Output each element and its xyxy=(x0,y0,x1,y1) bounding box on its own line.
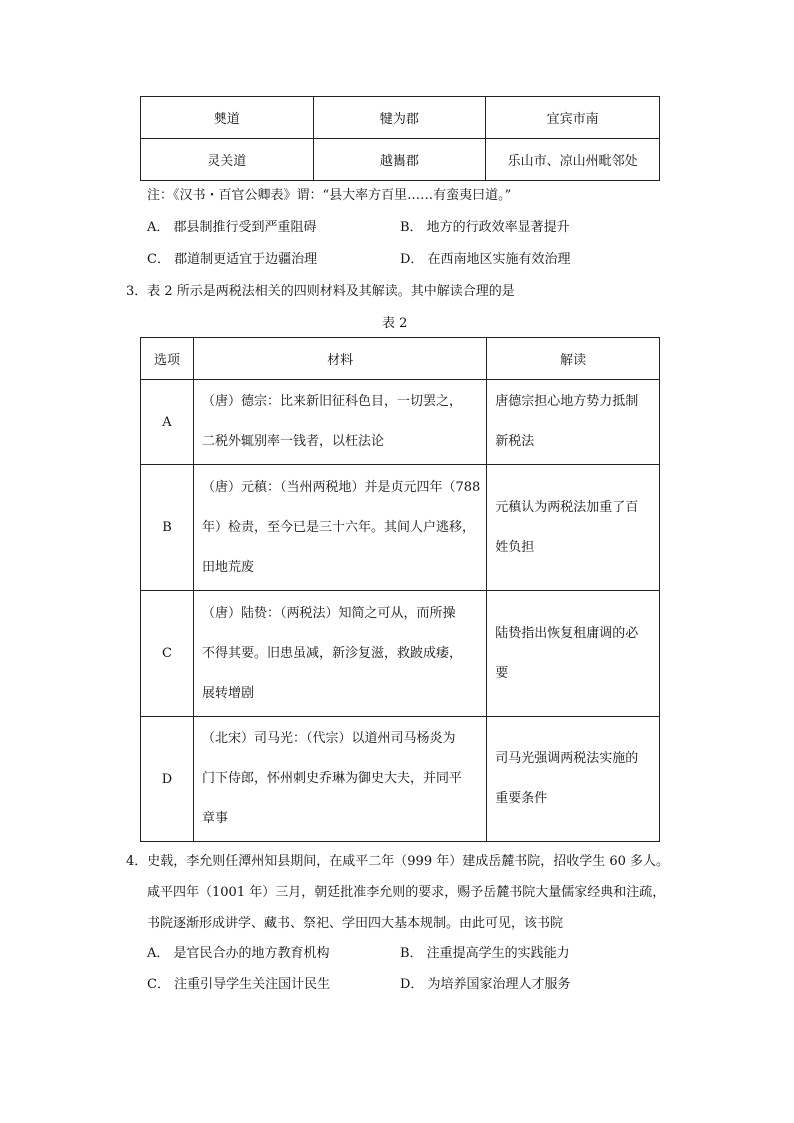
table-2 xyxy=(140,337,660,842)
material-line: 年）检责，至今已是三十六年。其间人户逃移， xyxy=(201,519,475,535)
q2-option-d[interactable]: D． 在西南地区实施有效治理 xyxy=(400,252,571,267)
table-row xyxy=(141,97,660,139)
table-1 xyxy=(140,96,660,181)
q4-option-d[interactable]: D． 为培养国家治理人才服务 xyxy=(400,977,571,992)
q4-stem-line-1: 4．史载，李允则任潭州知县期间，在咸平二年（999 年）建成岳麓书院，招收学生 60 多人。 xyxy=(126,854,670,869)
reading-cell xyxy=(487,717,660,842)
table-2-title: 表 2 xyxy=(382,316,408,331)
q2-option-a[interactable]: A． 郡县制推行受到严重阻碍 xyxy=(147,220,317,235)
table-row xyxy=(141,717,660,842)
reading-cell xyxy=(487,465,660,591)
table-row xyxy=(141,139,660,181)
material-line: 展转增剧 xyxy=(201,685,254,701)
reading-line: 元稹认为两税法加重了百 xyxy=(495,499,639,515)
reading-line: 姓负担 xyxy=(495,539,535,555)
reading-line: 陆贽指出恢复租庸调的必 xyxy=(495,625,639,641)
material-line: 二税外辄别率一钱者，以枉法论 xyxy=(201,434,384,449)
option-cell: A xyxy=(141,380,194,465)
material-cell xyxy=(193,465,486,591)
table-cell: 乐山市、凉山州毗邻处 xyxy=(486,139,660,181)
table-cell: 灵关道 xyxy=(141,139,314,181)
q3-stem: 3．表 2 所示是两税法相关的四则材料及其解读。其中解读合理的是 xyxy=(126,284,515,299)
table-cell: 宜宾市南 xyxy=(486,97,660,139)
reading-line: 司马光强调两税法实施的 xyxy=(495,751,639,766)
reading-line: 要 xyxy=(495,665,509,681)
material-line: （唐）德宗：比来新旧征科色目，一切罢之， xyxy=(201,394,462,409)
table-row xyxy=(141,465,660,591)
q4-option-b[interactable]: B． 注重提高学生的实践能力 xyxy=(400,946,570,961)
material-line: （唐）元稹：（当州两税地）并是贞元四年（788 xyxy=(201,479,481,495)
q2-option-c[interactable]: C． 郡道制更适宜于边疆治理 xyxy=(147,252,318,267)
option-cell: C xyxy=(141,591,194,717)
table-row xyxy=(141,380,660,465)
table-cell: 犍为郡 xyxy=(313,97,486,139)
material-cell xyxy=(193,591,486,717)
q4-option-a[interactable]: A． 是官民合办的地方教育机构 xyxy=(147,946,330,961)
option-cell: D xyxy=(141,717,194,842)
column-header-material: 材料 xyxy=(193,338,486,380)
table-note: 注：《汉书・百官公卿表》谓：“县大率方百里……有蛮夷曰道。” xyxy=(147,188,512,203)
material-cell xyxy=(193,717,486,842)
table-row xyxy=(141,591,660,717)
table-header-row xyxy=(141,338,660,380)
material-cell xyxy=(193,380,486,465)
material-line: 不得其要。旧患虽减，新沴复滋，救跛成痿， xyxy=(201,645,462,661)
q4-option-c[interactable]: C． 注重引导学生关注国计民生 xyxy=(147,977,331,992)
column-header-reading: 解读 xyxy=(487,338,660,380)
column-header-option: 选项 xyxy=(141,338,194,380)
reading-line: 新税法 xyxy=(495,434,535,449)
material-line: 门下侍郎，怀州刺史乔琳为御史大夫，并同平 xyxy=(201,771,462,786)
reading-line: 唐德宗担心地方势力抵制 xyxy=(495,394,639,409)
q2-option-b[interactable]: B． 地方的行政效率显著提升 xyxy=(400,220,570,235)
table-cell: 僰道 xyxy=(141,97,314,139)
reading-line: 重要条件 xyxy=(495,791,548,806)
reading-cell xyxy=(487,380,660,465)
material-line: 田地荒废 xyxy=(201,559,254,575)
material-line: （北宋）司马光：（代宗）以道州司马杨炎为 xyxy=(201,731,456,746)
q4-stem-line-3: 书院逐渐形成讲学、藏书、祭祀、学田四大基本规制。由此可见，该书院 xyxy=(147,916,564,931)
material-line: （唐）陆贽：（两税法）知简之可从，而所操 xyxy=(201,605,456,621)
option-cell: B xyxy=(141,465,194,591)
material-line: 章事 xyxy=(201,811,228,826)
q4-stem-line-2: 咸平四年（1001 年）三月，朝廷批准李允则的要求，赐予岳麓书院大量儒家经典和注疏， xyxy=(147,885,666,900)
table-cell: 越巂郡 xyxy=(313,139,486,181)
reading-cell xyxy=(487,591,660,717)
